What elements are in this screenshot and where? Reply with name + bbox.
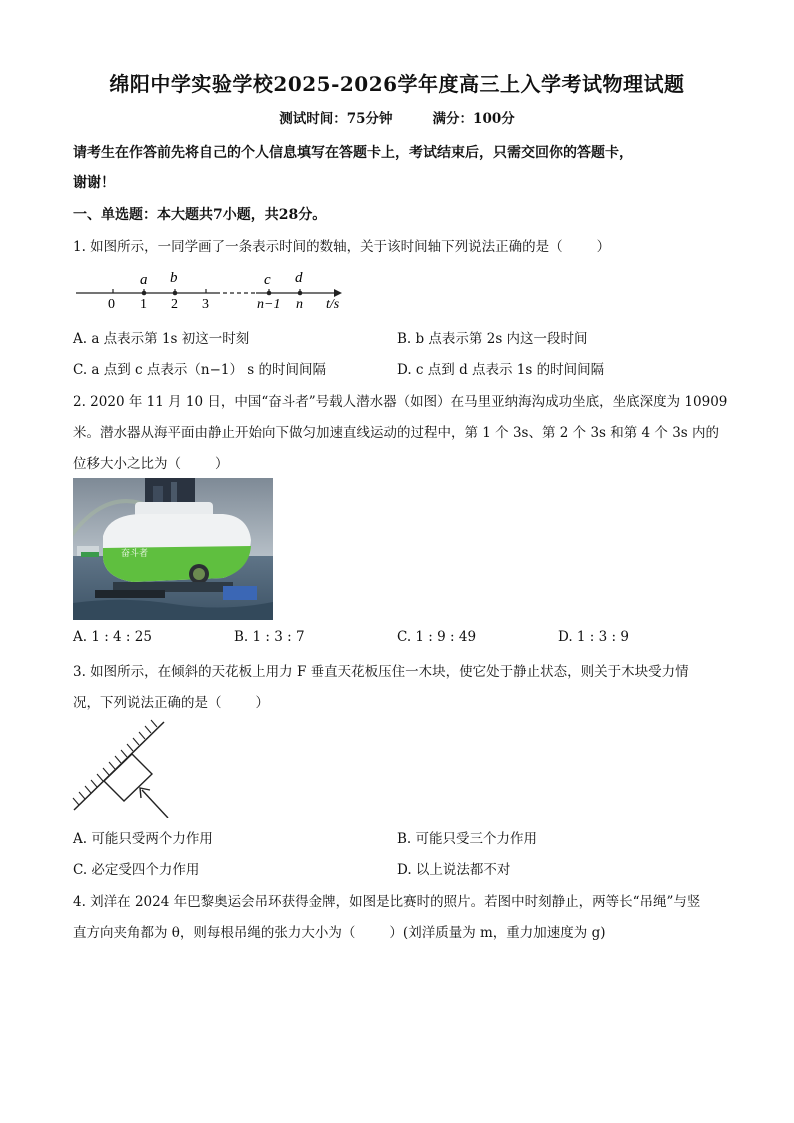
tick-label-0: 0	[108, 297, 115, 312]
axis-unit-label: t/s	[326, 297, 340, 312]
inclined-ceiling-figure	[70, 718, 180, 818]
q1-option-b[interactable]: B. b 点表示第 2s 内这一段时间	[397, 331, 588, 347]
point-b-label: b	[170, 270, 178, 286]
section-heading: 一、单选题：本大题共7小题，共28分。	[73, 207, 327, 223]
submersible-name-label: 奋斗者	[121, 548, 149, 558]
tick-label-1: 1	[140, 297, 147, 312]
q2-option-c[interactable]: C. 1 : 9 : 49	[397, 629, 477, 645]
axis-arrowhead	[334, 289, 342, 297]
force-f-arrow-shaft	[142, 790, 168, 818]
instructions-line-1: 请考生在作答前先将自己的个人信息填写在答题卡上，考试结束后，只需交回你的答题卡，	[73, 145, 633, 161]
q3-option-c[interactable]: C. 必定受四个力作用	[73, 862, 200, 878]
q3-option-b[interactable]: B. 可能只受三个力作用	[397, 831, 538, 847]
tick-label-3: 3	[202, 297, 209, 312]
q2-stem-line-3: 位移大小之比为（ ）	[73, 456, 229, 472]
q2-option-b[interactable]: B. 1 : 3 : 7	[234, 629, 305, 645]
point-b-dot	[173, 291, 178, 296]
point-d-dot	[298, 291, 303, 296]
q3-stem-line-1: 3. 如图所示，在倾斜的天花板上用力 F 垂直天花板压住一木块，使它处于静止状态，则关于木块受力情	[73, 664, 689, 680]
exam-full-score: 满分：100分	[432, 111, 515, 127]
tick-label-n: n	[296, 297, 303, 312]
instructions-line-2: 谢谢！	[73, 175, 115, 191]
q2-stem-line-2: 米。潜水器从海平面由静止开始向下做匀加速直线运动的过程中，第 1 个 3s、第 2 个 3s 和第 4 个 3s 内的	[73, 425, 720, 441]
exam-meta	[0, 107, 794, 127]
q1-option-a[interactable]: A. a 点表示第 1s 初这一时刻	[73, 331, 250, 347]
q1-time-axis-figure	[70, 262, 360, 312]
q2-stem-line-1: 2. 2020 年 11 月 10 日，中国“奋斗者”号载人潜水器（如图）在马里亚纳海沟成功坐底，坐底深度为 10909	[73, 394, 728, 410]
q1-option-c[interactable]: C. a 点到 c 点表示（n−1） s 的时间间隔	[73, 362, 327, 378]
q1-option-d[interactable]: D. c 点到 d 点表示 1s 的时间间隔	[397, 362, 605, 378]
q4-stem-line-2: 直方向夹角都为 θ，则每根吊绳的张力大小为（ ）(刘洋质量为 m，重力加速度为 g)	[73, 925, 606, 941]
tick-label-2: 2	[171, 297, 178, 312]
exam-duration: 测试时间：75分钟	[279, 111, 393, 127]
point-d-label: d	[295, 270, 303, 286]
q3-option-d[interactable]: D. 以上说法都不对	[397, 862, 511, 878]
point-a-label: a	[140, 272, 148, 288]
q3-option-a[interactable]: A. 可能只受两个力作用	[73, 831, 213, 847]
q1-stem: 1. 如图所示，一同学画了一条表示时间的数轴，关于该时间轴下列说法正确的是（ ）	[73, 239, 611, 255]
q4-stem-line-1: 4. 刘洋在 2024 年巴黎奥运会吊环获得金牌，如图是比赛时的照片。若图中时刻静止，两等长“吊绳”与竖	[73, 894, 701, 910]
point-a-dot	[142, 291, 147, 296]
exam-title: 绵阳中学实验学校2025-2026学年度高三上入学考试物理试题	[109, 72, 685, 96]
q3-stem-line-2: 况，下列说法正确的是（ ）	[73, 695, 269, 711]
q2-option-d[interactable]: D. 1 : 3 : 9	[558, 629, 629, 645]
point-c-dot	[267, 291, 272, 296]
submersible-photo	[73, 478, 273, 620]
point-c-label: c	[264, 272, 271, 288]
tick-label-n-minus-1: n−1	[257, 297, 281, 312]
q2-option-a[interactable]: A. 1 : 4 : 25	[73, 629, 152, 645]
